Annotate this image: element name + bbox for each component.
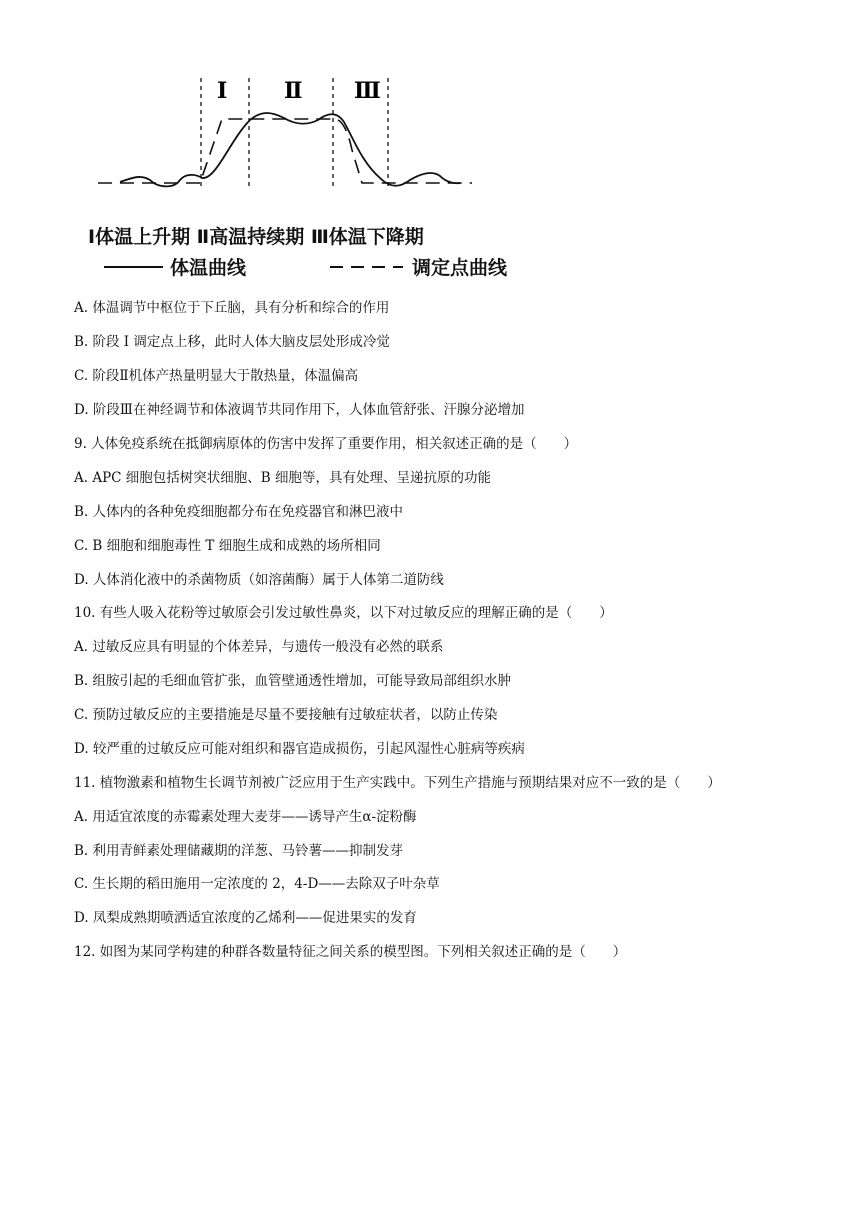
option-11d: D. 凤梨成熟期喷洒适宜浓度的乙烯利——促进果实的发育 — [74, 910, 417, 926]
option-9b: B. 人体内的各种免疫细胞都分布在免疫器官和淋巴液中 — [74, 504, 404, 520]
phase-mark-3: Ⅲ — [354, 78, 381, 103]
solid-line-legend: 体温曲线 — [170, 257, 247, 279]
option-10c: C. 预防过敏反应的主要措施是尽量不要接触有过敏症状者，以防止传染 — [74, 707, 498, 723]
phase-mark-1: Ⅰ — [217, 78, 228, 103]
question-11: 11. 植物激素和植物生长调节剂被广泛应用于生产实践中。下列生产措施与预期结果对应不一致的是（ ） — [74, 775, 721, 791]
phase-legend: Ⅰ体温上升期 Ⅱ高温持续期 Ⅲ体温下降期 — [88, 226, 424, 248]
option-8a: A. 体温调节中枢位于下丘脑，具有分析和综合的作用 — [74, 300, 390, 316]
option-10d: D. 较严重的过敏反应可能对组织和器官造成损伤，引起风湿性心脏病等疾病 — [74, 741, 525, 757]
temperature-phase-figure — [80, 70, 540, 285]
option-8c: C. 阶段Ⅱ机体产热量明显大于散热量，体温偏高 — [74, 368, 359, 384]
option-9d: D. 人体消化液中的杀菌物质（如溶菌酶）属于人体第二道防线 — [74, 572, 444, 588]
body-temperature-curve — [120, 113, 460, 186]
option-9a: A. APC 细胞包括树突状细胞、B 细胞等，具有处理、呈递抗原的功能 — [74, 470, 491, 486]
dashed-line-legend: 调定点曲线 — [412, 257, 508, 279]
option-11a: A. 用适宜浓度的赤霉素处理大麦芽——诱导产生α-淀粉酶 — [74, 809, 417, 825]
option-8d: D. 阶段Ⅲ在神经调节和体液调节共同作用下，人体血管舒张、汗腺分泌增加 — [74, 402, 525, 418]
set-point-curve — [98, 119, 472, 183]
option-11b: B. 利用青鲜素处理储藏期的洋葱、马铃薯——抑制发芽 — [74, 843, 404, 859]
option-11c: C. 生长期的稻田施用一定浓度的 2，4-D——去除双子叶杂草 — [74, 876, 440, 892]
option-8b: B. 阶段 I 调定点上移，此时人体大脑皮层处形成冷觉 — [74, 334, 390, 350]
question-10: 10. 有些人吸入花粉等过敏原会引发过敏性鼻炎，以下对过敏反应的理解正确的是（ ） — [74, 605, 613, 621]
option-10a: A. 过敏反应具有明显的个体差异，与遗传一般没有必然的联系 — [74, 639, 444, 655]
question-9: 9. 人体免疫系统在抵御病原体的伤害中发挥了重要作用，相关叙述正确的是（ ） — [74, 436, 578, 452]
phase-mark-2: Ⅱ — [284, 78, 303, 103]
option-9c: C. B 细胞和细胞毒性 T 细胞生成和成熟的场所相同 — [74, 538, 381, 554]
option-10b: B. 组胺引起的毛细血管扩张，血管壁通透性增加，可能导致局部组织水肿 — [74, 673, 512, 689]
question-12: 12. 如图为某同学构建的种群各数量特征之间关系的模型图。下列相关叙述正确的是（ ） — [74, 944, 627, 960]
